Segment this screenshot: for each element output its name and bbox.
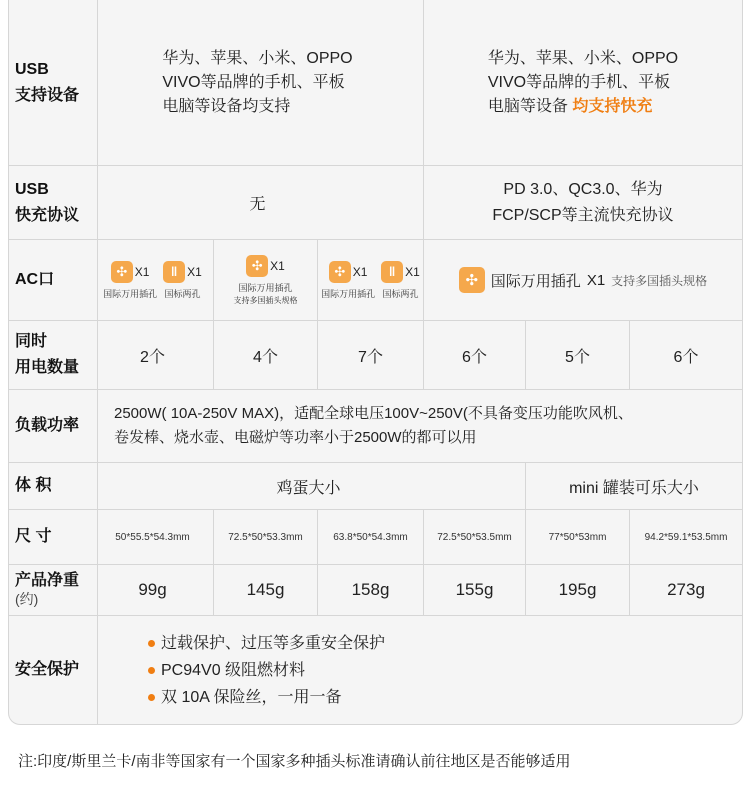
two-pin-socket-icon: ‖ xyxy=(381,261,403,283)
weight-value-4: 155g xyxy=(424,565,526,615)
universal-socket-icon: ✣ xyxy=(459,267,485,293)
label-usb-protocol: USB 快充协议 xyxy=(9,166,98,239)
row-usb-devices xyxy=(9,0,742,166)
safety-list-cell xyxy=(92,616,743,724)
universal-socket-icon: ✣ xyxy=(111,261,133,283)
row-usb-protocol xyxy=(9,166,742,240)
row-size xyxy=(9,510,742,565)
row-sockets xyxy=(9,321,742,390)
label-weight: 产品净重 (约) xyxy=(9,565,98,615)
size-value-1: 50*55.5*54.3mm xyxy=(92,510,214,564)
size-value-4: 72.5*50*53.5mm xyxy=(424,510,526,564)
universal-socket-icon: ✣ xyxy=(329,261,351,283)
weight-value-5: 195g xyxy=(526,565,630,615)
ac-col-3: ✣ X1 国际万用插孔 ‖ X1 国标两孔 xyxy=(318,240,424,320)
sockets-value-4: 6个 xyxy=(424,321,526,389)
spec-table xyxy=(8,0,743,725)
sockets-value-2: 4个 xyxy=(214,321,318,389)
footnote: 注:印度/斯里兰卡/南非等国家有一个国家多种插头标准请确认前往地区是否能够适用 xyxy=(18,753,571,770)
ac-col-4: ✣ 国际万用插孔 X1 支持多国插头规格 xyxy=(424,240,742,320)
safety-list xyxy=(148,630,385,711)
usb-protocol-col-a: 无 xyxy=(92,166,424,239)
bullet-dot-icon xyxy=(148,667,155,674)
usb-devices-col-b: 华为、苹果、小米、OPPO VIVO等品牌的手机、平板 电脑等设备 均支持快充 xyxy=(487,49,679,115)
safety-item: 过载保护、过压等多重安全保护 xyxy=(148,630,385,657)
universal-socket-icon: ✣ xyxy=(246,255,268,277)
label-safety: 安全保护 xyxy=(9,616,98,724)
ac-col-1: ✣ X1 国际万用插孔 ‖ X1 国标两孔 xyxy=(92,240,214,320)
size-value-5: 77*50*53mm xyxy=(526,510,630,564)
bullet-dot-icon xyxy=(148,694,155,701)
label-size: 尺 寸 xyxy=(9,510,98,564)
sockets-value-5: 5个 xyxy=(526,321,630,389)
row-weight xyxy=(9,565,742,616)
weight-value-6: 273g xyxy=(667,580,705,599)
two-pin-socket-icon: ‖ xyxy=(163,261,185,283)
safety-item: PC94V0 级阻燃材料 xyxy=(148,657,385,684)
size-value-3: 63.8*50*54.3mm xyxy=(318,510,424,564)
weight-value-3: 158g xyxy=(318,565,424,615)
ac-col-2: ✣ X1 国际万用插孔 支持多国插头规格 xyxy=(214,240,318,320)
usb-devices-col-a: 华为、苹果、小米、OPPO VIVO等品牌的手机、平板 电脑等设备均支持 xyxy=(92,0,424,165)
usb-protocol-col-b: PD 3.0、QC3.0、华为 FCP/SCP等主流快充协议 xyxy=(492,180,674,224)
sockets-value-1: 2个 xyxy=(92,321,214,389)
safety-item: 双 10A 保险丝，一用一备 xyxy=(148,684,385,711)
weight-value-1: 99g xyxy=(92,565,214,615)
label-usb-devices: USB 支持设备 xyxy=(9,0,98,165)
row-power xyxy=(9,390,742,463)
sockets-value-6: 6个 xyxy=(673,348,699,366)
row-volume xyxy=(9,463,742,510)
label-volume: 体 积 xyxy=(9,463,98,509)
row-ac xyxy=(9,240,742,321)
bullet-dot-icon xyxy=(148,640,155,647)
label-ac: AC口 xyxy=(9,240,98,320)
size-value-2: 72.5*50*53.3mm xyxy=(214,510,318,564)
label-sockets: 同时 用电数量 xyxy=(9,321,98,389)
volume-col-b: mini 罐装可乐大小 xyxy=(569,479,699,497)
label-power: 负载功率 xyxy=(9,390,98,462)
fast-charge-highlight: 均支持快充 xyxy=(572,97,653,115)
size-value-6: 94.2*59.1*53.5mm xyxy=(644,531,728,543)
volume-col-a: 鸡蛋大小 xyxy=(92,463,526,509)
weight-value-2: 145g xyxy=(214,565,318,615)
sockets-value-3: 7个 xyxy=(318,321,424,389)
power-description: 2500W( 10A-250V MAX)，适配全球电压100V~250V(不具备变压功能吹风机、 卷发棒、烧水壶、电磁炉等功率小于2500W的都可以用 xyxy=(114,405,633,446)
row-safety xyxy=(9,616,742,724)
